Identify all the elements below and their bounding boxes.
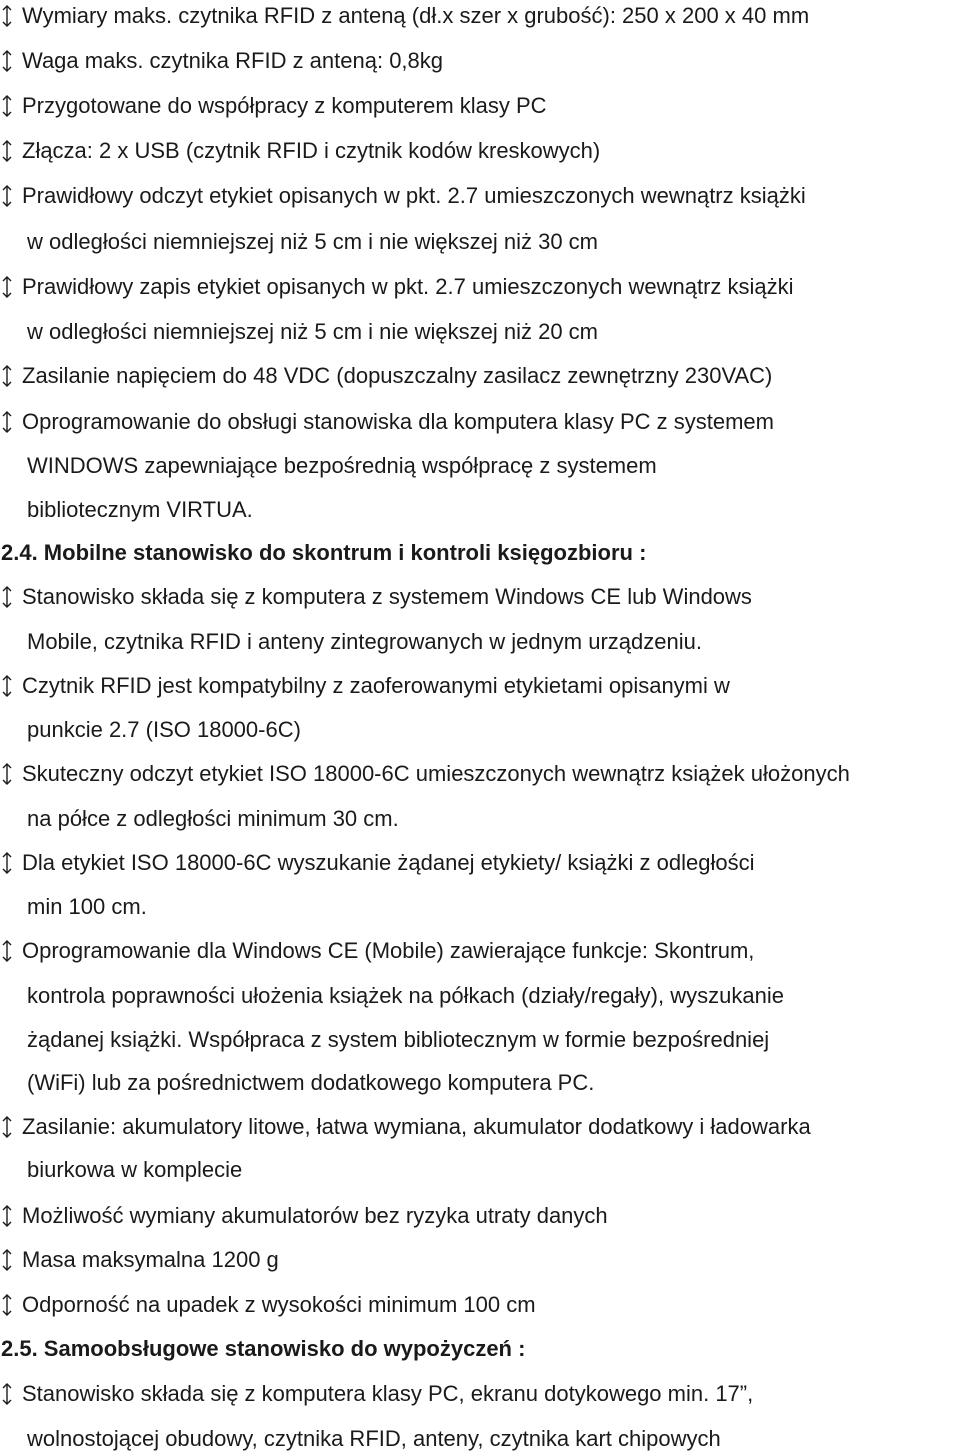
list-item-text: min 100 cm. (27, 894, 147, 919)
list-item-text: biurkowa w komplecie (27, 1157, 243, 1182)
list-item-text: Dla etykiet ISO 18000-6C wyszukanie żądanej etykiety/ książki z odległości (22, 850, 755, 875)
list-item-text: Oprogramowanie do obsługi stanowiska dla komputera klasy PC z systemem (22, 409, 774, 434)
double-arrow-vertical-icon (0, 673, 14, 699)
list-item-text: kontrola poprawności ułożenia książek na półkach (działy/regały), wyszukanie (27, 983, 784, 1008)
double-arrow-vertical-icon (0, 363, 14, 389)
list-item-text: Odporność na upadek z wysokości minimum 100 cm (22, 1292, 536, 1317)
list-item-text: bibliotecznym VIRTUA. (27, 497, 253, 522)
list-item-text: Czytnik RFID jest kompatybilny z zaoferowanymi etykietami opisanymi w (22, 673, 730, 698)
list-item-text: Stanowisko składa się z komputera klasy PC, ekranu dotykowego min. 17”, (22, 1381, 754, 1406)
list-item-text: Złącza: 2 x USB (czytnik RFID i czytnik kodów kreskowych) (22, 138, 601, 163)
list-item-text: Skuteczny odczyt etykiet ISO 18000-6C umieszczonych wewnątrz książek ułożonych (22, 761, 850, 786)
double-arrow-vertical-icon (0, 3, 14, 29)
double-arrow-vertical-icon (0, 1114, 14, 1140)
double-arrow-vertical-icon (0, 938, 14, 964)
double-arrow-vertical-icon (0, 183, 14, 209)
list-item-text: Zasilanie: akumulatory litowe, łatwa wymiana, akumulator dodatkowy i ładowarka (22, 1114, 811, 1139)
double-arrow-vertical-icon (0, 1247, 14, 1273)
double-arrow-vertical-icon (0, 761, 14, 787)
list-item-text: punkcie 2.7 (ISO 18000-6C) (27, 717, 301, 742)
double-arrow-vertical-icon (0, 584, 14, 610)
list-item-text: Stanowisko składa się z komputera z systemem Windows CE lub Windows (22, 584, 752, 609)
double-arrow-vertical-icon (0, 850, 14, 876)
list-item-text: na półce z odległości minimum 30 cm. (27, 806, 399, 831)
list-item-text: Możliwość wymiany akumulatorów bez ryzyka utraty danych (22, 1203, 608, 1228)
list-item-text: Oprogramowanie dla Windows CE (Mobile) zawierające funkcje: Skontrum, (22, 938, 755, 963)
list-item-text: żądanej książki. Współpraca z system bibliotecznym w formie bezpośredniej (27, 1027, 770, 1052)
double-arrow-vertical-icon (0, 48, 14, 74)
double-arrow-vertical-icon (0, 138, 14, 164)
section-heading-text: 2.5. Samoobsługowe stanowisko do wypożyczeń : (1, 1336, 526, 1361)
section-heading-text: 2.4. Mobilne stanowisko do skontrum i kontroli księgozbioru : (1, 540, 647, 565)
list-item-text: (WiFi) lub za pośrednictwem dodatkowego komputera PC. (27, 1070, 595, 1095)
list-item-text: w odległości niemniejszej niż 5 cm i nie większej niż 20 cm (27, 319, 599, 344)
double-arrow-vertical-icon (0, 1292, 14, 1318)
list-item-text: Masa maksymalna 1200 g (22, 1247, 279, 1272)
list-item-text: w odległości niemniejszej niż 5 cm i nie większej niż 30 cm (27, 229, 599, 254)
double-arrow-vertical-icon (0, 1381, 14, 1407)
double-arrow-vertical-icon (0, 1203, 14, 1229)
double-arrow-vertical-icon (0, 93, 14, 119)
list-item-text: wolnostojącej obudowy, czytnika RFID, anteny, czytnika kart chipowych (27, 1426, 721, 1451)
double-arrow-vertical-icon (0, 274, 14, 300)
list-item-text: Przygotowane do współpracy z komputerem klasy PC (22, 93, 547, 118)
list-item-text: Prawidłowy odczyt etykiet opisanych w pkt. 2.7 umieszczonych wewnątrz książki (22, 183, 806, 208)
list-item-text: Waga maks. czytnika RFID z anteną: 0,8kg (22, 48, 444, 73)
list-item-text: Wymiary maks. czytnika RFID z anteną (dł.x szer x grubość): 250 x 200 x 40 mm (22, 3, 810, 28)
double-arrow-vertical-icon (0, 409, 14, 435)
list-item-text: Zasilanie napięciem do 48 VDC (dopuszczalny zasilacz zewnętrzny 230VAC) (22, 363, 773, 388)
list-item-text: Prawidłowy zapis etykiet opisanych w pkt. 2.7 umieszczonych wewnątrz książki (22, 274, 794, 299)
list-item-text: WINDOWS zapewniające bezpośrednią współpracę z systemem (27, 453, 657, 478)
list-item-text: Mobile, czytnika RFID i anteny zintegrowanych w jednym urządzeniu. (27, 629, 702, 654)
